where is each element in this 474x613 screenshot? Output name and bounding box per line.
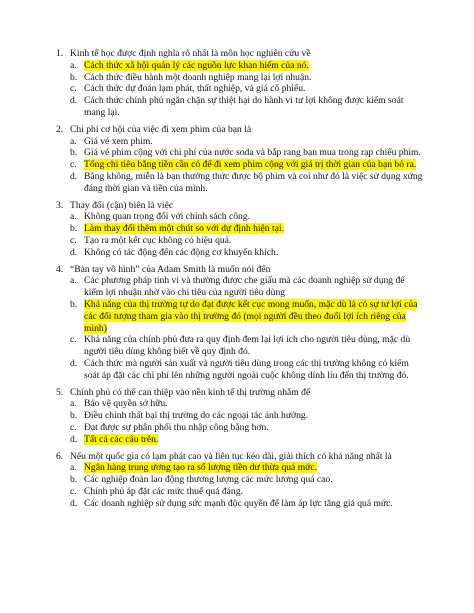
answer-options	[56, 275, 426, 381]
option-text-wrapper	[84, 247, 426, 259]
option-letter: c.	[70, 421, 77, 433]
question-text: Chi phí cơ hội của việc đi xem phim của bạn là	[70, 123, 252, 135]
question-item	[56, 200, 426, 259]
answer-option	[56, 486, 426, 498]
question-list	[56, 48, 426, 514]
question-text: Chính phủ có thể can thiệp vào nền kinh tế thị trường nhằm để	[70, 386, 311, 398]
answer-option	[56, 235, 426, 247]
option-text: Điều chỉnh thất bại thị trường do các ngoại tác ảnh hưởng.	[84, 410, 309, 422]
option-text: Bằng không, miễn là bạn thưởng thức được bộ phim và coi như đó là việc sử dụng xứng đáng thời gian và tiền của mình.	[84, 170, 423, 194]
option-letter: b.	[70, 147, 78, 159]
option-text-wrapper	[84, 299, 426, 334]
option-letter: c.	[70, 334, 77, 346]
option-letter: d.	[70, 246, 78, 258]
answer-option	[56, 95, 426, 119]
option-text: Các nghiệp đoàn lao động thương lượng các mức lương quá cao.	[84, 474, 333, 486]
option-letter: a.	[70, 398, 77, 410]
option-text-wrapper	[84, 95, 426, 119]
option-text-wrapper	[84, 358, 426, 382]
option-letter: d.	[70, 95, 78, 107]
question-number: 5.	[56, 386, 64, 398]
answer-option	[56, 422, 426, 434]
option-text-wrapper	[84, 462, 426, 474]
option-text: Ngân hàng trung ương tạo ra số lượng tiền dư thừa quá mức.	[84, 462, 318, 474]
answer-option	[56, 275, 426, 299]
answer-options	[56, 136, 426, 195]
option-letter: d.	[70, 433, 78, 445]
answer-option	[56, 474, 426, 486]
answer-option	[56, 72, 426, 84]
option-letter: d.	[70, 497, 78, 509]
question-item	[56, 451, 426, 510]
option-letter: c.	[70, 159, 77, 171]
answer-option-highlighted	[56, 159, 426, 171]
option-letter: b.	[70, 474, 78, 486]
answer-option-highlighted	[56, 223, 426, 235]
option-text-wrapper	[84, 72, 426, 84]
question-number: 1.	[56, 48, 64, 59]
option-letter: d.	[70, 170, 78, 182]
question-text: Nếu một quốc gia có lạm phát cao và liên tục kéo dài, giải thích có khả năng nhất là	[70, 450, 392, 462]
option-text: Cách thức điều hành một doanh nghiệp mang lại lợi nhuận.	[84, 71, 312, 83]
option-text-wrapper	[84, 486, 426, 498]
answer-option-highlighted	[56, 434, 426, 446]
question-number: 2.	[56, 123, 64, 135]
question-text: Thay đổi (cận) biên là việc	[70, 199, 174, 211]
question-item	[56, 124, 426, 195]
option-text: Làm thay đổi thêm một chút so với dự định hiện tại.	[84, 223, 284, 235]
option-text: Đạt được sự phân phối thu nhập công bằng hơn.	[84, 421, 269, 433]
option-letter: a.	[70, 211, 77, 223]
question-stem	[56, 124, 426, 136]
option-text-wrapper	[84, 422, 426, 434]
option-letter: a.	[70, 275, 77, 287]
answer-options	[56, 211, 426, 258]
option-letter: b.	[70, 71, 78, 83]
question-number: 3.	[56, 199, 64, 211]
answer-option	[56, 136, 426, 148]
question-stem	[56, 200, 426, 212]
option-text: Bảo vệ quyền sở hữu.	[84, 398, 168, 410]
option-text-wrapper	[84, 434, 426, 446]
option-letter: d.	[70, 357, 78, 369]
question-number: 4.	[56, 263, 64, 275]
option-letter: c.	[70, 485, 77, 497]
answer-option	[56, 171, 426, 195]
answer-options	[56, 60, 426, 119]
option-text-wrapper	[84, 474, 426, 486]
option-text-wrapper	[84, 275, 426, 299]
answer-option	[56, 398, 426, 410]
question-number: 6.	[56, 450, 64, 462]
question-item	[56, 387, 426, 446]
option-text: Tạo ra một kết cục không có hiệu quả.	[84, 234, 232, 246]
option-text: Giá vé xem phim.	[84, 135, 153, 147]
option-text: Không quan trọng đối với chính sách công.	[84, 211, 251, 223]
answer-option	[56, 498, 426, 510]
answer-options	[56, 398, 426, 445]
option-letter: b.	[70, 223, 78, 235]
question-text: “Bàn tay vô hình” của Adam Smith là muốn nói đến	[70, 263, 271, 275]
option-text-wrapper	[84, 398, 426, 410]
option-text-wrapper	[84, 498, 426, 510]
answer-option	[56, 147, 426, 159]
option-text: Tổng chi tiêu bằng tiền cần có để đi xem phim cộng với giá trị thời gian của bạn bỏ ra.	[84, 159, 417, 171]
option-letter: c.	[70, 83, 77, 95]
question-text: Kinh tế học được định nghĩa rõ nhất là môn học nghiên cứu về	[70, 48, 311, 59]
option-letter: b.	[70, 298, 78, 310]
answer-options	[56, 462, 426, 509]
option-text: Các doanh nghiệp sử dụng sức mạnh độc quyền để làm áp lực tăng giá quá mức.	[84, 497, 393, 509]
option-text-wrapper	[84, 410, 426, 422]
option-text-wrapper	[84, 83, 426, 95]
option-letter: a.	[70, 462, 77, 474]
option-text-wrapper	[84, 235, 426, 247]
option-text: Chính phủ áp đặt các mức thuế quá đáng.	[84, 485, 243, 497]
answer-option	[56, 334, 426, 358]
option-text-wrapper	[84, 147, 426, 159]
option-text: Khả năng của thị trường tự do đạt được kết cục mong muốn, mặc dù là có sự tư lợi của các đối tượng tham gia vào thị trường đó (mọi người đều theo đuổi lợi ích riêng của mình)	[84, 298, 418, 334]
answer-option	[56, 211, 426, 223]
answer-option	[56, 83, 426, 95]
option-text: Cách thức chính phủ ngăn chặn sự thiệt hại do hành vi tư lợi không được kiểm soát mang lại.	[84, 95, 404, 118]
answer-option-highlighted	[56, 462, 426, 474]
question-stem	[56, 451, 426, 463]
question-item	[56, 264, 426, 382]
answer-option-highlighted	[56, 60, 426, 72]
option-text: Cách thức dự đoán lạm phát, thất nghiệp, và giá cổ phiếu.	[84, 83, 306, 95]
option-text: Giá vé phim cộng với chi phí của nước soda và bắp rang bạn mua trong rạp chiếu phim.	[84, 147, 421, 159]
option-text-wrapper	[84, 211, 426, 223]
option-text: Khả năng của chính phủ đưa ra quy định đem lại lợi ích cho người tiêu dùng, mặc dù người tiêu dùng không biết về quy định đó.	[84, 334, 411, 358]
option-letter: a.	[70, 59, 77, 71]
option-letter: c.	[70, 234, 77, 246]
option-text: Các phương pháp tinh vi và thường được che giấu mà các doanh nghiệp sử dụng để kiếm lợi nhuận nhờ vào chi tiêu của người tiêu dùng	[84, 275, 405, 299]
option-text-wrapper	[84, 223, 426, 235]
question-item	[56, 48, 426, 119]
option-text: Cách thức xã hội quản lý các nguồn lực khan hiếm của nó.	[84, 59, 309, 71]
option-text: Tất cả các câu trên.	[84, 433, 159, 445]
option-letter: b.	[70, 410, 78, 422]
answer-option-highlighted	[56, 299, 426, 334]
answer-option	[56, 410, 426, 422]
answer-option	[56, 247, 426, 259]
option-text-wrapper	[84, 136, 426, 148]
option-text-wrapper	[84, 334, 426, 358]
option-text-wrapper	[84, 60, 426, 72]
option-letter: a.	[70, 135, 77, 147]
option-text: Không có tác động đến các động cơ khuyến khích.	[84, 246, 279, 258]
option-text: Cách thức mà người sản xuất và người tiêu dùng trong các thị trường không có kiểm soát áp đặt các chi phí lên những người ngoài cuộc không dính líu đến thị trường đó.	[84, 357, 409, 381]
option-text-wrapper	[84, 159, 426, 171]
answer-option	[56, 358, 426, 382]
question-stem	[56, 48, 426, 60]
question-stem	[56, 387, 426, 399]
option-text-wrapper	[84, 171, 426, 195]
question-stem	[56, 264, 426, 276]
